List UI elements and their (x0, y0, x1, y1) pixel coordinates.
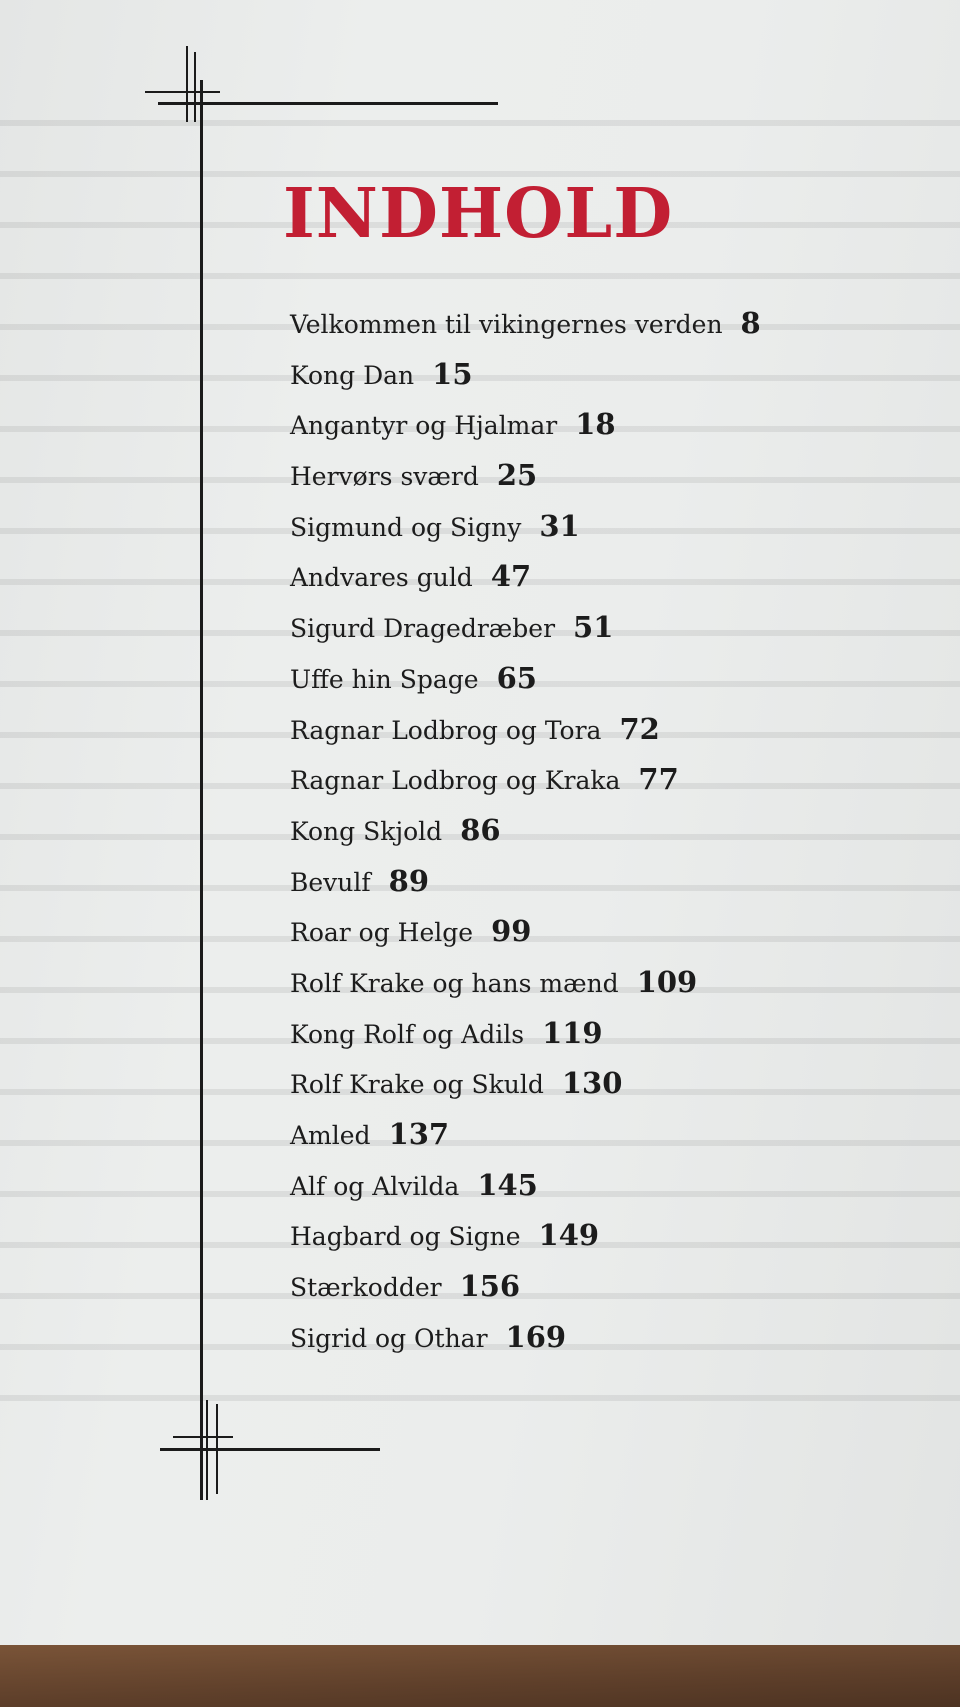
page-title: INDHOLD (283, 174, 674, 254)
frame-cross-vertical-top-b (194, 52, 196, 122)
entry-page-number: 145 (477, 1167, 538, 1202)
list-item (290, 1064, 761, 1115)
list-item (290, 1267, 761, 1318)
list-item (290, 912, 761, 963)
entry-title: Roar og Helge (290, 918, 474, 948)
entry-page-number: 77 (638, 762, 679, 797)
entry-title: Ragnar Lodbrog og Tora (290, 715, 602, 745)
list-item (290, 456, 761, 507)
entry-title: Ragnar Lodbrog og Kraka (290, 766, 621, 796)
entry-title: Andvares guld (290, 563, 473, 593)
frame-top-line-long (158, 102, 498, 105)
list-item (290, 710, 761, 761)
entry-title: Kong Skjold (290, 816, 443, 846)
entry-title: Sigurd Dragedræber (290, 614, 556, 644)
list-item (290, 557, 761, 608)
entry-title: Alf og Alvilda (290, 1171, 460, 1201)
entry-title: Sigrid og Othar (290, 1323, 488, 1353)
entry-page-number: 149 (538, 1218, 600, 1253)
entry-title: Stærkodder (290, 1273, 442, 1303)
list-item (290, 1014, 761, 1065)
entry-title: Hagbard og Signe (290, 1222, 521, 1252)
entry-page-number: 137 (388, 1117, 450, 1151)
entry-title: Sigmund og Signy (290, 512, 522, 542)
entry-page-number: 130 (561, 1066, 623, 1101)
list-item (290, 507, 761, 558)
entry-title: Kong Rolf og Adils (290, 1019, 525, 1049)
list-item (290, 1166, 761, 1217)
entry-page-number: 99 (491, 914, 532, 949)
list-item (290, 1318, 761, 1369)
list-item (290, 862, 761, 913)
entry-page-number: 156 (459, 1269, 521, 1304)
entry-page-number: 65 (496, 660, 537, 695)
entry-page-number: 18 (575, 407, 616, 442)
frame-top-line (145, 91, 220, 93)
list-item (290, 1216, 761, 1267)
list-item (290, 405, 761, 456)
wooden-table-surface (0, 1645, 960, 1707)
entry-title: Rolf Krake og Skuld (290, 1070, 544, 1100)
list-item (290, 608, 761, 659)
entry-page-number: 47 (490, 559, 532, 594)
entry-title: Hervørs sværd (290, 462, 479, 492)
entry-page-number: 31 (539, 508, 580, 543)
list-item (290, 811, 761, 862)
entry-title: Angantyr og Hjalmar (290, 411, 558, 441)
frame-cross-vertical-top-a (186, 46, 188, 122)
entry-title: Uffe hin Spage (290, 664, 479, 694)
list-item (290, 304, 761, 355)
entry-page-number: 89 (388, 863, 429, 898)
list-item (290, 1115, 761, 1166)
list-item (290, 760, 761, 811)
entry-title: Rolf Krake og hans mænd (290, 968, 619, 998)
entry-page-number: 119 (542, 1015, 603, 1050)
entry-page-number: 72 (619, 711, 660, 746)
entry-page-number: 25 (496, 458, 538, 493)
frame-bottom-line-long (160, 1448, 380, 1451)
entry-page-number: 109 (636, 964, 698, 999)
list-item (290, 963, 761, 1014)
entry-title: Bevulf (290, 867, 371, 897)
entry-page-number: 169 (505, 1319, 567, 1354)
entry-page-number: 15 (432, 356, 473, 391)
entry-page-number: 86 (460, 812, 501, 847)
list-item (290, 659, 761, 710)
entry-page-number: 51 (573, 610, 614, 645)
entry-title: Kong Dan (290, 360, 415, 390)
entry-title: Amled (290, 1121, 371, 1150)
frame-vertical-line (200, 80, 203, 1500)
table-of-contents (290, 304, 761, 1368)
entry-title: Velkommen til vikingernes verden (290, 310, 723, 339)
list-item (290, 355, 761, 406)
entry-page-number: 8 (740, 306, 761, 340)
frame-bottom-line (173, 1436, 233, 1438)
